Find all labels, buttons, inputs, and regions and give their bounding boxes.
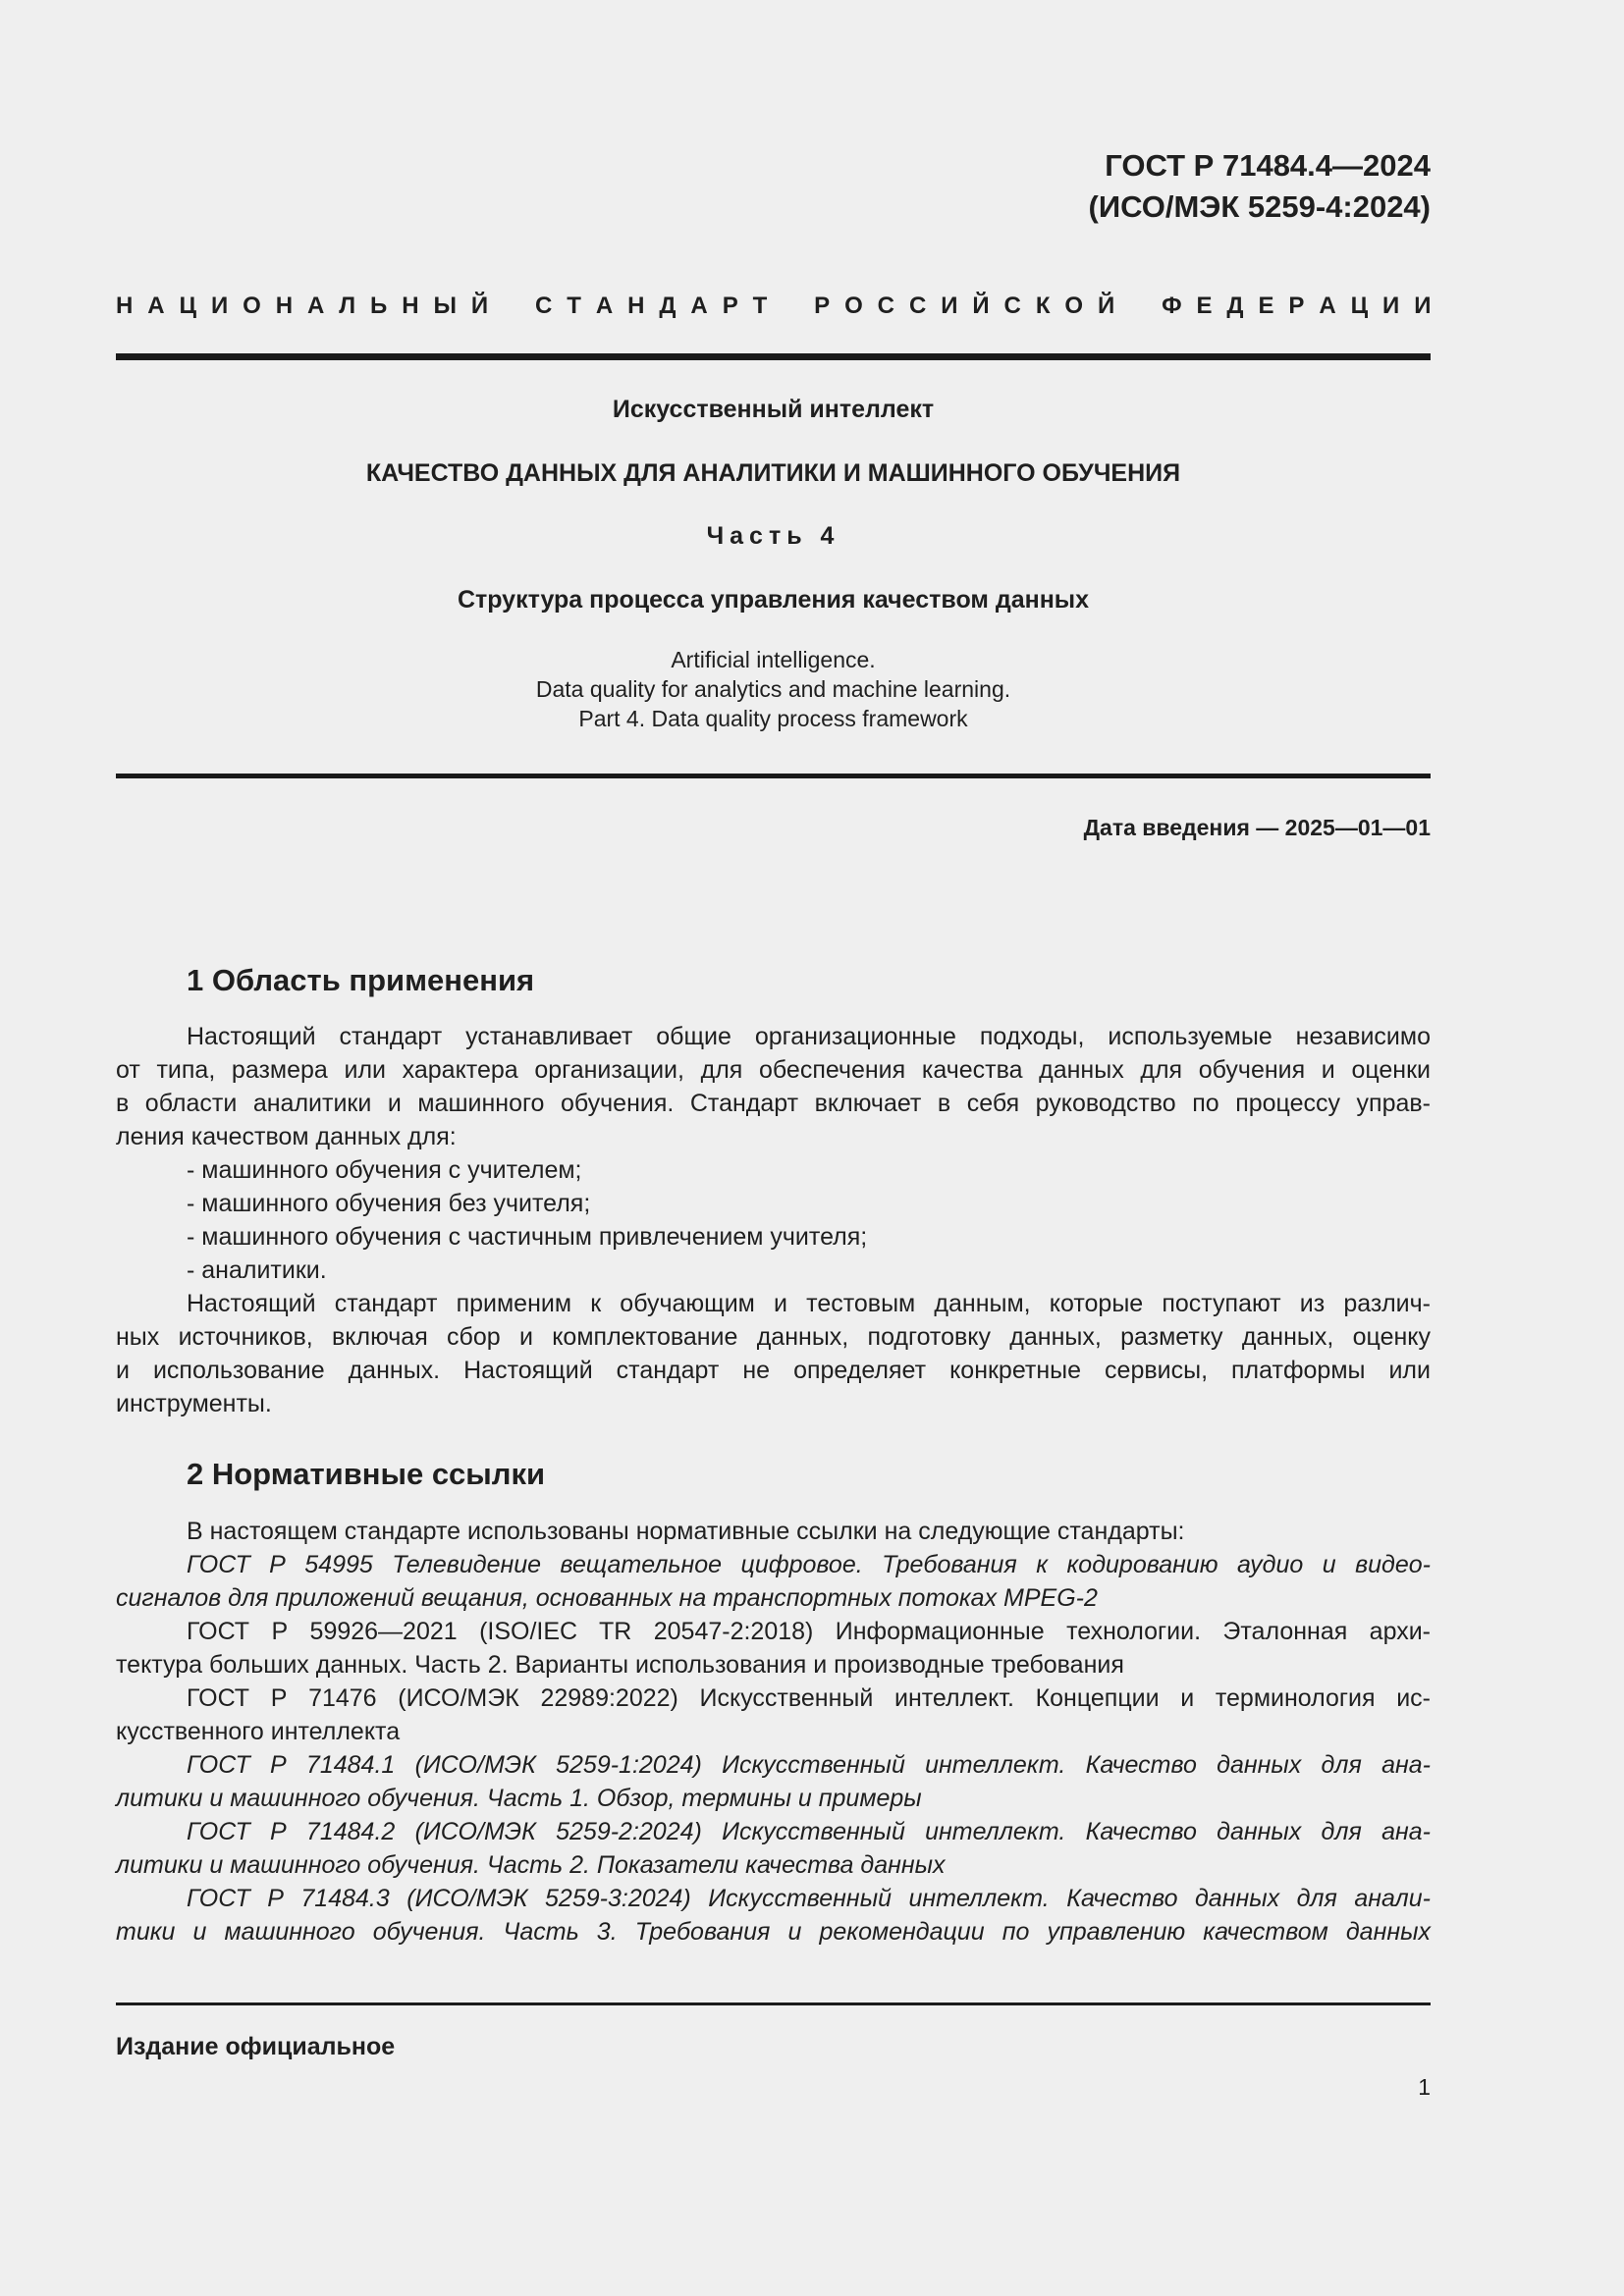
title-letter: С [535,293,553,319]
document-number [1089,145,1432,228]
section1-line: в области аналитики и машинного обучения. Стандарт включает в себя руководство по процессу управ- [116,1090,1431,1117]
title-main: КАЧЕСТВО ДАННЫХ ДЛЯ АНАЛИТИКИ И МАШИННОГО ОБУЧЕНИЯ [365,459,1181,487]
title-letter: С [908,293,927,319]
document-number-line-1: ГОСТ Р 71484.4—2024 [1105,148,1431,183]
title-letter: Р [1288,293,1305,319]
section2-line: литики и машинного обучения. Часть 1. Обзор, термины и примеры [116,1785,922,1812]
title-english-line-1: Artificial intelligence. [671,647,876,672]
title-field: Искусственный интеллект [612,396,935,423]
section2-line: литики и машинного обучения. Часть 2. Показатели качества данных [116,1851,946,1879]
title-letter: Й [470,293,489,319]
title-letter: Т [752,293,768,319]
document-number-line-2: (ИСО/МЭК 5259-4:2024) [1088,189,1431,224]
title-letter: Р [814,293,831,319]
title-letter: Ы [433,293,457,319]
section2-line: тики и машинного обучения. Часть 3. Требования и рекомендации по управлению качеством данных [116,1918,1431,1946]
section1-line: Настоящий стандарт применим к обучающим и тестовым данным, которые поступают из различ- [187,1290,1431,1317]
section2-line: ГОСТ Р 71484.2 (ИСО/МЭК 5259-2:2024) Искусственный интеллект. Качество данных для ана- [187,1818,1431,1845]
section-1-heading: 1 Область применения [187,963,535,997]
title-subtitle: Структура процесса управления качеством данных [457,586,1090,614]
section1-line: - машинного обучения без учителя; [187,1190,591,1217]
header-divider [116,353,1431,360]
section1-line: Настоящий стандарт устанавливает общие организационные подходы, используемые независимо [187,1023,1431,1050]
section1-line: - машинного обучения с частичным привлечением учителя; [187,1223,868,1251]
section-1-body [116,1020,1431,1420]
title-space [782,291,799,322]
title-letter: А [690,293,708,319]
title-english [116,645,1431,733]
title-letter: А [1319,293,1336,319]
title-letter: И [941,293,958,319]
footer-divider [116,2002,1431,2005]
introduction-date: Дата введения — 2025—01—01 [1083,815,1431,840]
title-divider [116,774,1431,778]
title-letter: А [147,293,165,319]
title-letter: Д [1226,293,1244,319]
section2-line: ГОСТ Р 54995 Телевидение вещательное цифровое. Требования к кодированию аудио и видео- [187,1551,1431,1578]
title-letter: Й [1097,293,1115,319]
section-2-body [116,1515,1431,1949]
title-letter: Н [402,293,419,319]
title-letter: Ц [179,293,197,319]
title-letter: О [1064,293,1084,319]
title-letter: Д [659,293,677,319]
title-space [1129,291,1147,322]
title-letter: Е [1196,293,1213,319]
title-letter: Е [1258,293,1274,319]
title-space [503,291,520,322]
section2-line: кусственного интеллекта [116,1718,401,1745]
section2-line: сигналов для приложений вещания, основанных на транспортных потоках MPEG-2 [116,1584,1098,1612]
section2-line: ГОСТ Р 71484.1 (ИСО/МЭК 5259-1:2024) Искусственный интеллект. Качество данных для ана- [187,1751,1431,1779]
title-letter: К [1035,293,1051,319]
title-letter: А [595,293,614,319]
title-letter: Н [627,293,645,319]
title-letter: Ф [1162,293,1182,319]
title-letter: Ц [1350,293,1369,319]
section2-line: тектура больших данных. Часть 2. Варианты использования и производные требования [116,1651,1124,1679]
section2-line: ГОСТ Р 71484.3 (ИСО/МЭК 5259-3:2024) Искусственный интеллект. Качество данных для анали- [187,1885,1431,1912]
national-standard-title [116,291,1432,322]
section1-line: инструменты. [116,1390,272,1417]
section-2-heading: 2 Нормативные ссылки [187,1457,546,1491]
title-part: Часть 4 [706,522,840,550]
title-letter: И [1414,293,1432,319]
title-letter: Ь [370,293,388,319]
title-letter: С [877,293,895,319]
title-letter: А [307,293,325,319]
title-letter: Н [116,293,134,319]
section2-line: ГОСТ Р 71476 (ИСО/МЭК 22989:2022) Искусственный интеллект. Концепции и терминология ис- [187,1684,1431,1712]
title-letter: С [1003,293,1021,319]
title-english-line-2: Data quality for analytics and machine learning. [535,676,1011,702]
official-edition-label: Издание официальное [116,2033,396,2060]
title-letter: О [243,293,261,319]
section1-line: и использование данных. Настоящий стандарт не определяет конкретные сервисы, платформы или [116,1357,1431,1384]
title-letter: И [1382,293,1400,319]
section1-line: ных источников, включая сбор и комплектование данных, подготовку данных, разметку данных, оценку [116,1323,1431,1351]
section1-line: от типа, размера или характера организации, для обеспечения качества данных для обучения и оценки [116,1056,1431,1084]
title-english-line-3: Part 4. Data quality process framework [578,706,968,731]
section2-line: В настоящем стандарте использованы нормативные ссылки на следующие стандарты: [187,1518,1185,1545]
section1-line: ления качеством данных для: [116,1123,457,1150]
title-letter: Л [339,293,356,319]
title-letter: Й [972,293,990,319]
title-letter: Р [722,293,738,319]
section1-line: - машинного обучения с учителем; [187,1156,582,1184]
title-letter: О [844,293,863,319]
title-letter: Н [275,293,294,319]
title-letter: Т [567,293,581,319]
section2-line: ГОСТ Р 59926—2021 (ISO/IEC TR 20547-2:2018) Информационные технологии. Эталонная архи- [187,1618,1431,1645]
title-letter: И [210,293,229,319]
section1-line: - аналитики. [187,1256,327,1284]
page-number: 1 [1418,2074,1431,2100]
